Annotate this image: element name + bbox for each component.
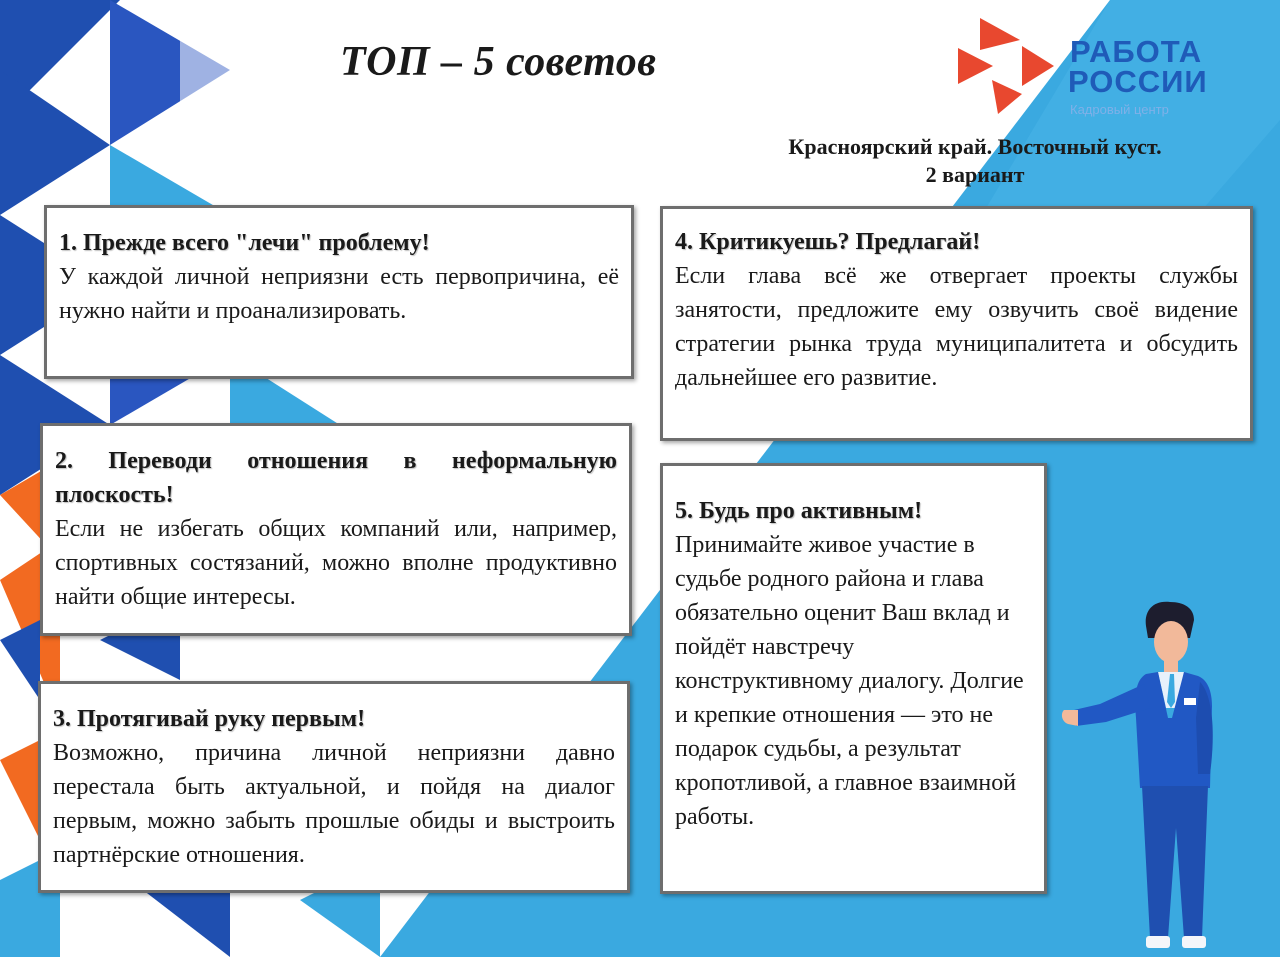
tip-card-5 xyxy=(660,463,1047,894)
bg-haze xyxy=(180,0,330,160)
tip-card-4 xyxy=(660,206,1253,441)
region-line2: 2 вариант xyxy=(925,162,1025,187)
tip-text: Если не избегать общих компаний или, например, спортивных состязаний, можно вполне продуктивно найти общие интересы. xyxy=(55,516,617,610)
tip-text: Если глава всё же отвергает проекты службы занятости, предложите ему озвучить своё видение стратегии рынка труда муниципалитета и обсудить дальнейшее его развитие. xyxy=(675,263,1238,391)
tip-heading: 1. Прежде всего "лечи" проблему! xyxy=(59,230,430,256)
tip-text: Возможно, причина личной неприязни давно перестала быть актуальной, и пойдя на диалог первым, можно забыть прошлые обиды и выстроить партнёрские отношения. xyxy=(53,740,615,868)
bg-tri-12 xyxy=(0,620,40,700)
region-caption xyxy=(740,133,1210,189)
logo-line1: РАБОТА xyxy=(1070,34,1203,69)
tip-text: Принимайте живое участие в судьбе родного района и глава обязательно оценит Ваш вклад и пойдёт навстречу конструктивному диалогу. Долгие и крепкие отношения — это не подарок судьбы, а результат кропотливой, а главное взаимной работы. xyxy=(675,532,1024,830)
tip-heading: 2. Переводи отношения в неформальную плоскость! xyxy=(55,448,617,508)
tip-card-2 xyxy=(40,423,632,636)
tip-heading: 4. Критикуешь? Предлагай! xyxy=(675,229,981,255)
page-title: ТОП – 5 советов xyxy=(340,39,657,85)
bg-tri-13 xyxy=(0,740,40,840)
tip-text: У каждой личной неприязни есть первопричина, её нужно найти и проанализировать. xyxy=(59,264,619,324)
businessman-illustration xyxy=(1060,598,1240,957)
logo-subtitle: Кадровый центр xyxy=(1070,102,1169,117)
tip-heading: 5. Будь про активным! xyxy=(675,498,923,524)
tip-card-3 xyxy=(38,681,630,893)
region-line1: Красноярский край. Восточный куст. xyxy=(788,134,1162,159)
logo-line2: РОССИИ xyxy=(1068,64,1208,99)
tip-heading: 3. Протягивай руку первым! xyxy=(53,706,366,732)
bg-tri-3 xyxy=(0,70,110,215)
tip-card-1 xyxy=(44,205,634,379)
